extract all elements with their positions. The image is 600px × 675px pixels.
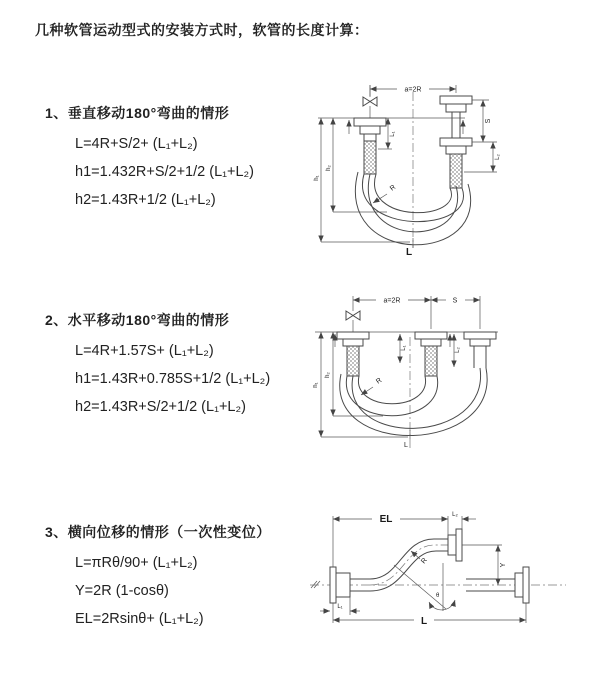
valve-icon [346,296,360,332]
hose-s-curve [370,539,448,591]
dim-label-s: S [452,297,458,305]
formula-l: L=4R+S/2+ (L₁+L₂) [75,136,198,152]
formula-h2: h2=1.43R+S/2+1/2 (L₁+L₂) [75,399,246,415]
formula-h1: h1=1.432R+S/2+1/2 (L₁+L₂) [75,164,255,180]
dim-label-l2: L₂ [495,154,501,160]
dim-label-r: R [388,183,398,193]
formula-el: EL=2Rsinθ+ (L₁+L₂) [75,611,204,627]
page-title: 几种软管运动型式的安装方式时，软管的长度计算： [35,22,369,38]
section-1-heading: 1、垂直移动180°弯曲的情形 [45,105,230,121]
dim-label-h2: h₂ [325,372,331,378]
dim-label-l2: L₂ [452,512,458,518]
section-2-heading: 2、水平移动180°弯曲的情形 [45,312,230,328]
section-lateral-displacement [45,522,271,633]
section-3-heading: 3、横向位移的情形（一次性变位） [45,524,271,540]
dim-label-l1: L₁ [401,345,407,351]
dim-label-l: L [406,247,413,258]
hose-u-curves [340,368,487,436]
dim-label-l1: L₁ [390,131,396,137]
diagram-horizontal-180-bend [313,287,595,455]
dim-label-l1: L₁ [337,604,343,610]
diagram-lateral-displacement [308,507,598,667]
diagram-vertical-180-bend [313,72,595,258]
upper-flange [448,529,462,561]
moved-pipe-fitting [464,332,496,368]
dim-label-a2r: a=2R [404,86,422,94]
formula-h1: h1=1.43R+0.785S+1/2 (L₁+L₂) [75,371,271,387]
right-pipe-fitting [440,96,472,188]
dim-label-h2: h₂ [326,165,332,171]
braided-hose [450,154,462,188]
dim-label-theta: θ [436,593,440,599]
formula-h2: h2=1.43R+1/2 (L₁+L₂) [75,192,216,208]
dim-label-l: L [420,616,428,627]
formula-l: L=4R+1.57S+ (L₁+L₂) [75,343,214,359]
left-pipe-fitting [337,332,369,376]
dim-label-el: EL [379,514,393,525]
break-mark [311,581,320,588]
dim-label-s: S [485,118,492,124]
left-pipe-fitting [354,118,386,174]
middle-pipe-fitting [415,332,447,376]
dim-label-h1: h₁ [313,382,319,388]
section-horizontal-movement [45,310,270,421]
braided-hose [364,141,376,174]
dim-label-r: R [375,377,384,386]
dim-label-r: R [420,556,429,566]
section-vertical-movement [45,103,254,214]
formula-l: L=πRθ/90+ (L₁+L₂) [75,555,198,571]
dim-label-y: Y [500,562,507,568]
valve-icon [363,85,377,118]
formula-y: Y=2R (1-cosθ) [75,583,169,599]
dim-label-a2r: a=2R [383,297,401,305]
dim-label-l2: L₂ [455,347,461,353]
dim-label-l: L [404,442,408,449]
angle-construction [394,563,455,611]
dim-label-h1: h₁ [314,175,320,181]
